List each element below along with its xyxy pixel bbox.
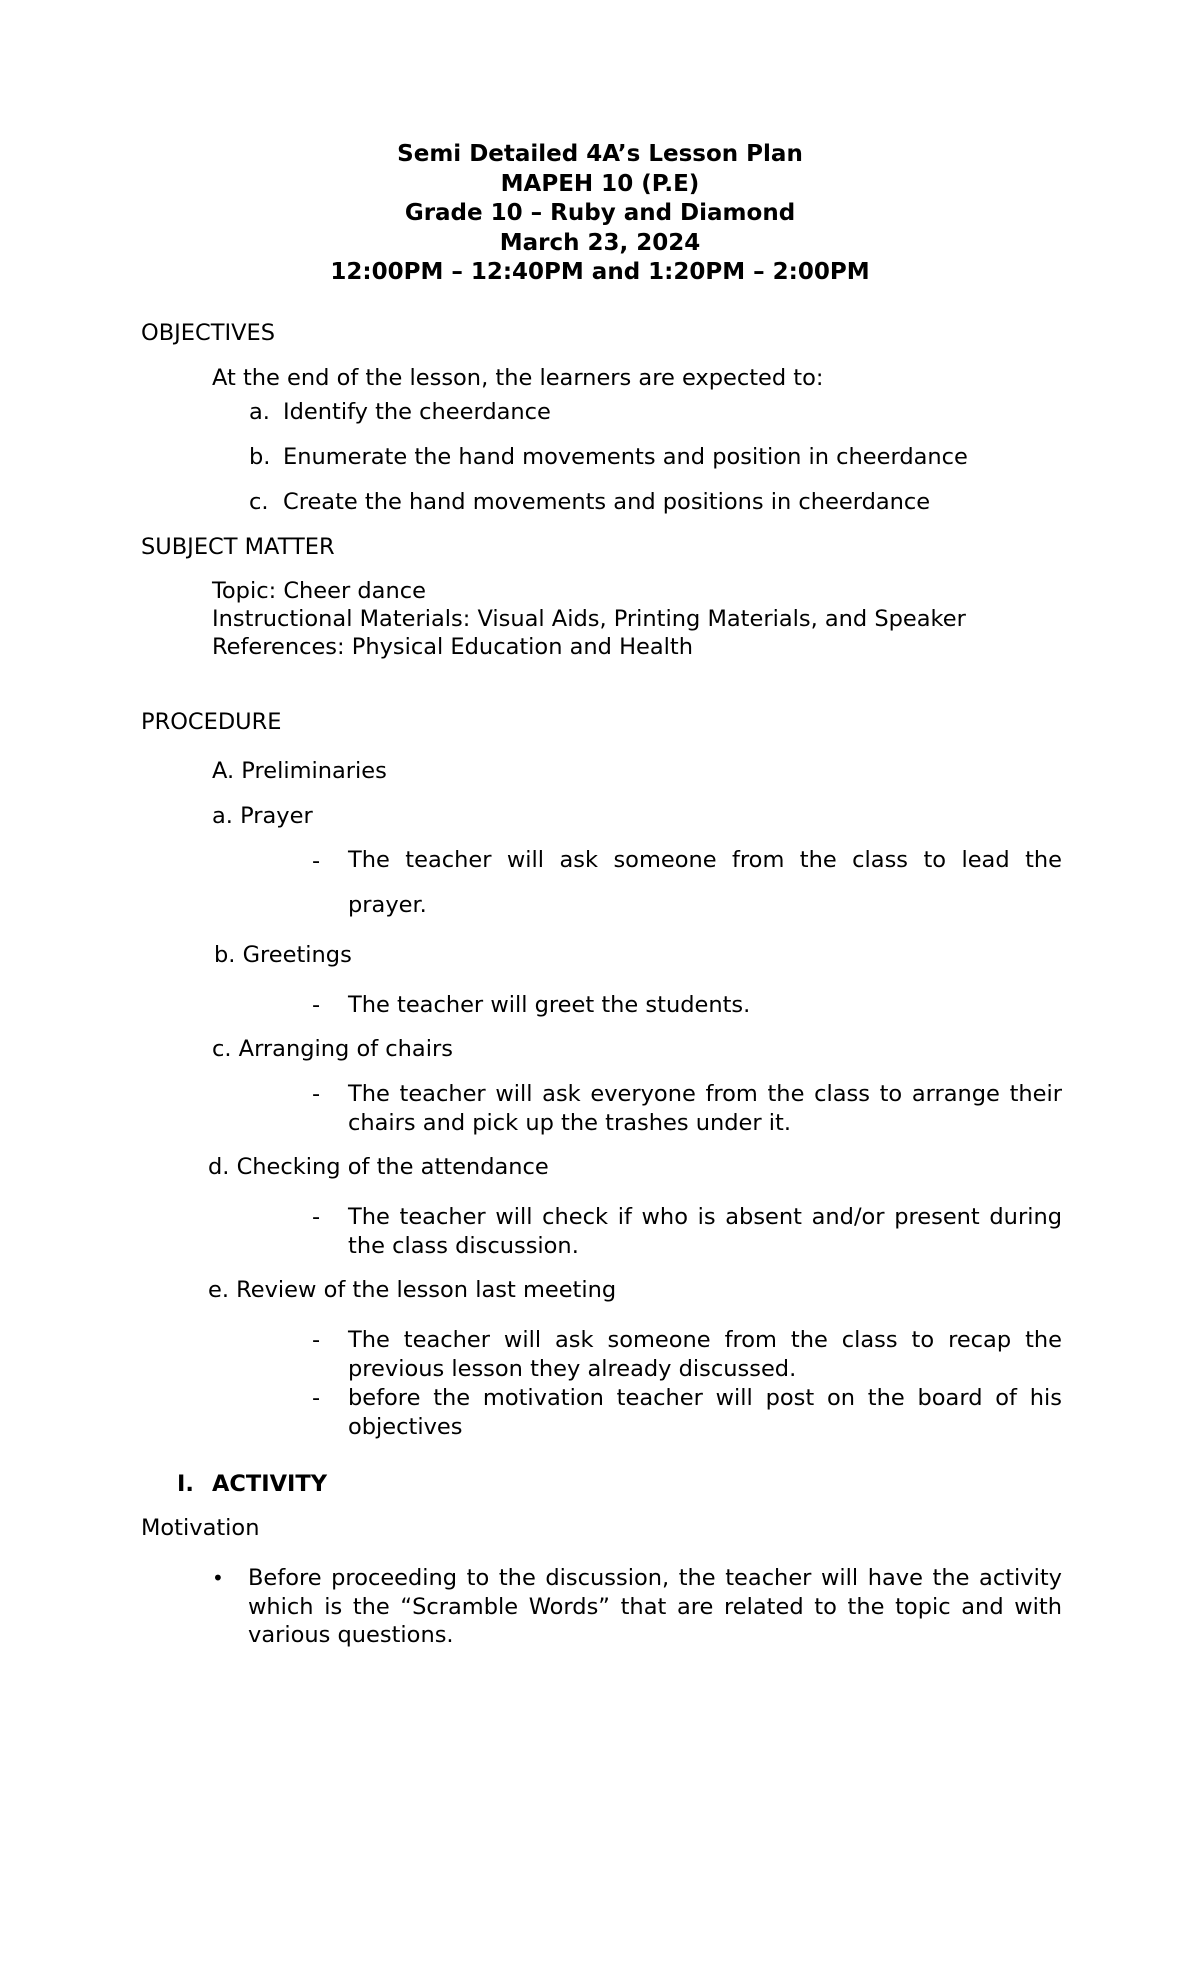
objectives-heading: OBJECTIVES	[141, 320, 275, 346]
step-label: c. Arranging of chairs	[212, 1036, 453, 1062]
step-label: b. Greetings	[214, 942, 352, 968]
title-block	[0, 140, 1200, 288]
time-line: 12:00PM – 12:40PM and 1:20PM – 2:00PM	[330, 259, 870, 285]
step-note: The teacher will ask everyone from the class to arrange their chairs and pick up the trashes under it.	[348, 1081, 1062, 1136]
activity-heading: ACTIVITY	[212, 1471, 328, 1497]
materials-line: Instructional Materials: Visual Aids, Printing Materials, and Speaker	[212, 606, 966, 632]
bullet-marker: •	[212, 1566, 224, 1590]
step-note: The teacher will greet the students.	[348, 992, 751, 1018]
references-line: References: Physical Education and Health	[212, 634, 693, 660]
preliminaries-heading: A. Preliminaries	[212, 758, 387, 784]
subject-matter-heading: SUBJECT MATTER	[141, 534, 335, 560]
objectives-intro: At the end of the lesson, the learners are expected to:	[212, 365, 824, 391]
dash-marker: -	[312, 848, 321, 874]
step-note: The teacher will check if who is absent and/or present during the class discussion.	[348, 1204, 1062, 1259]
step-note: The teacher will ask someone from the class to recap the previous lesson they already discussed.	[348, 1327, 1062, 1382]
procedure-heading: PROCEDURE	[141, 709, 282, 735]
lesson-plan-title: Semi Detailed 4A’s Lesson Plan	[397, 141, 803, 167]
grade-line: Grade 10 – Ruby and Diamond	[404, 200, 796, 226]
date-line: March 23, 2024	[499, 229, 701, 256]
dash-marker: -	[312, 992, 321, 1018]
motivation-text: Before proceeding to the discussion, the teacher will have the activity which is the “Scramble Words” that are related to the topic and with various questions.	[248, 1565, 1062, 1648]
motivation-heading: Motivation	[141, 1515, 260, 1541]
objective-text: Identify the cheerdance	[283, 399, 551, 425]
step-label: e. Review of the lesson last meeting	[208, 1277, 617, 1303]
objective-letter: c.	[249, 489, 269, 515]
objective-letter: b.	[249, 444, 271, 470]
step-note: The teacher will ask someone from the class to lead the prayer.	[348, 847, 1062, 918]
step-label: d. Checking of the attendance	[208, 1154, 549, 1180]
objective-text: Create the hand movements and positions in cheerdance	[283, 489, 931, 515]
step-note: before the motivation teacher will post on the board of his objectives	[348, 1385, 1062, 1440]
objective-letter: a.	[249, 399, 270, 425]
dash-marker: -	[312, 1327, 321, 1353]
dash-marker: -	[312, 1385, 321, 1411]
dash-marker: -	[312, 1204, 321, 1230]
section-number: I.	[177, 1471, 194, 1497]
objective-text: Enumerate the hand movements and position in cheerdance	[283, 444, 968, 470]
dash-marker: -	[312, 1081, 321, 1107]
topic-line: Topic: Cheer dance	[212, 578, 426, 604]
subject-line: MAPEH 10 (P.E)	[500, 170, 700, 197]
step-label: a. Prayer	[212, 803, 313, 829]
